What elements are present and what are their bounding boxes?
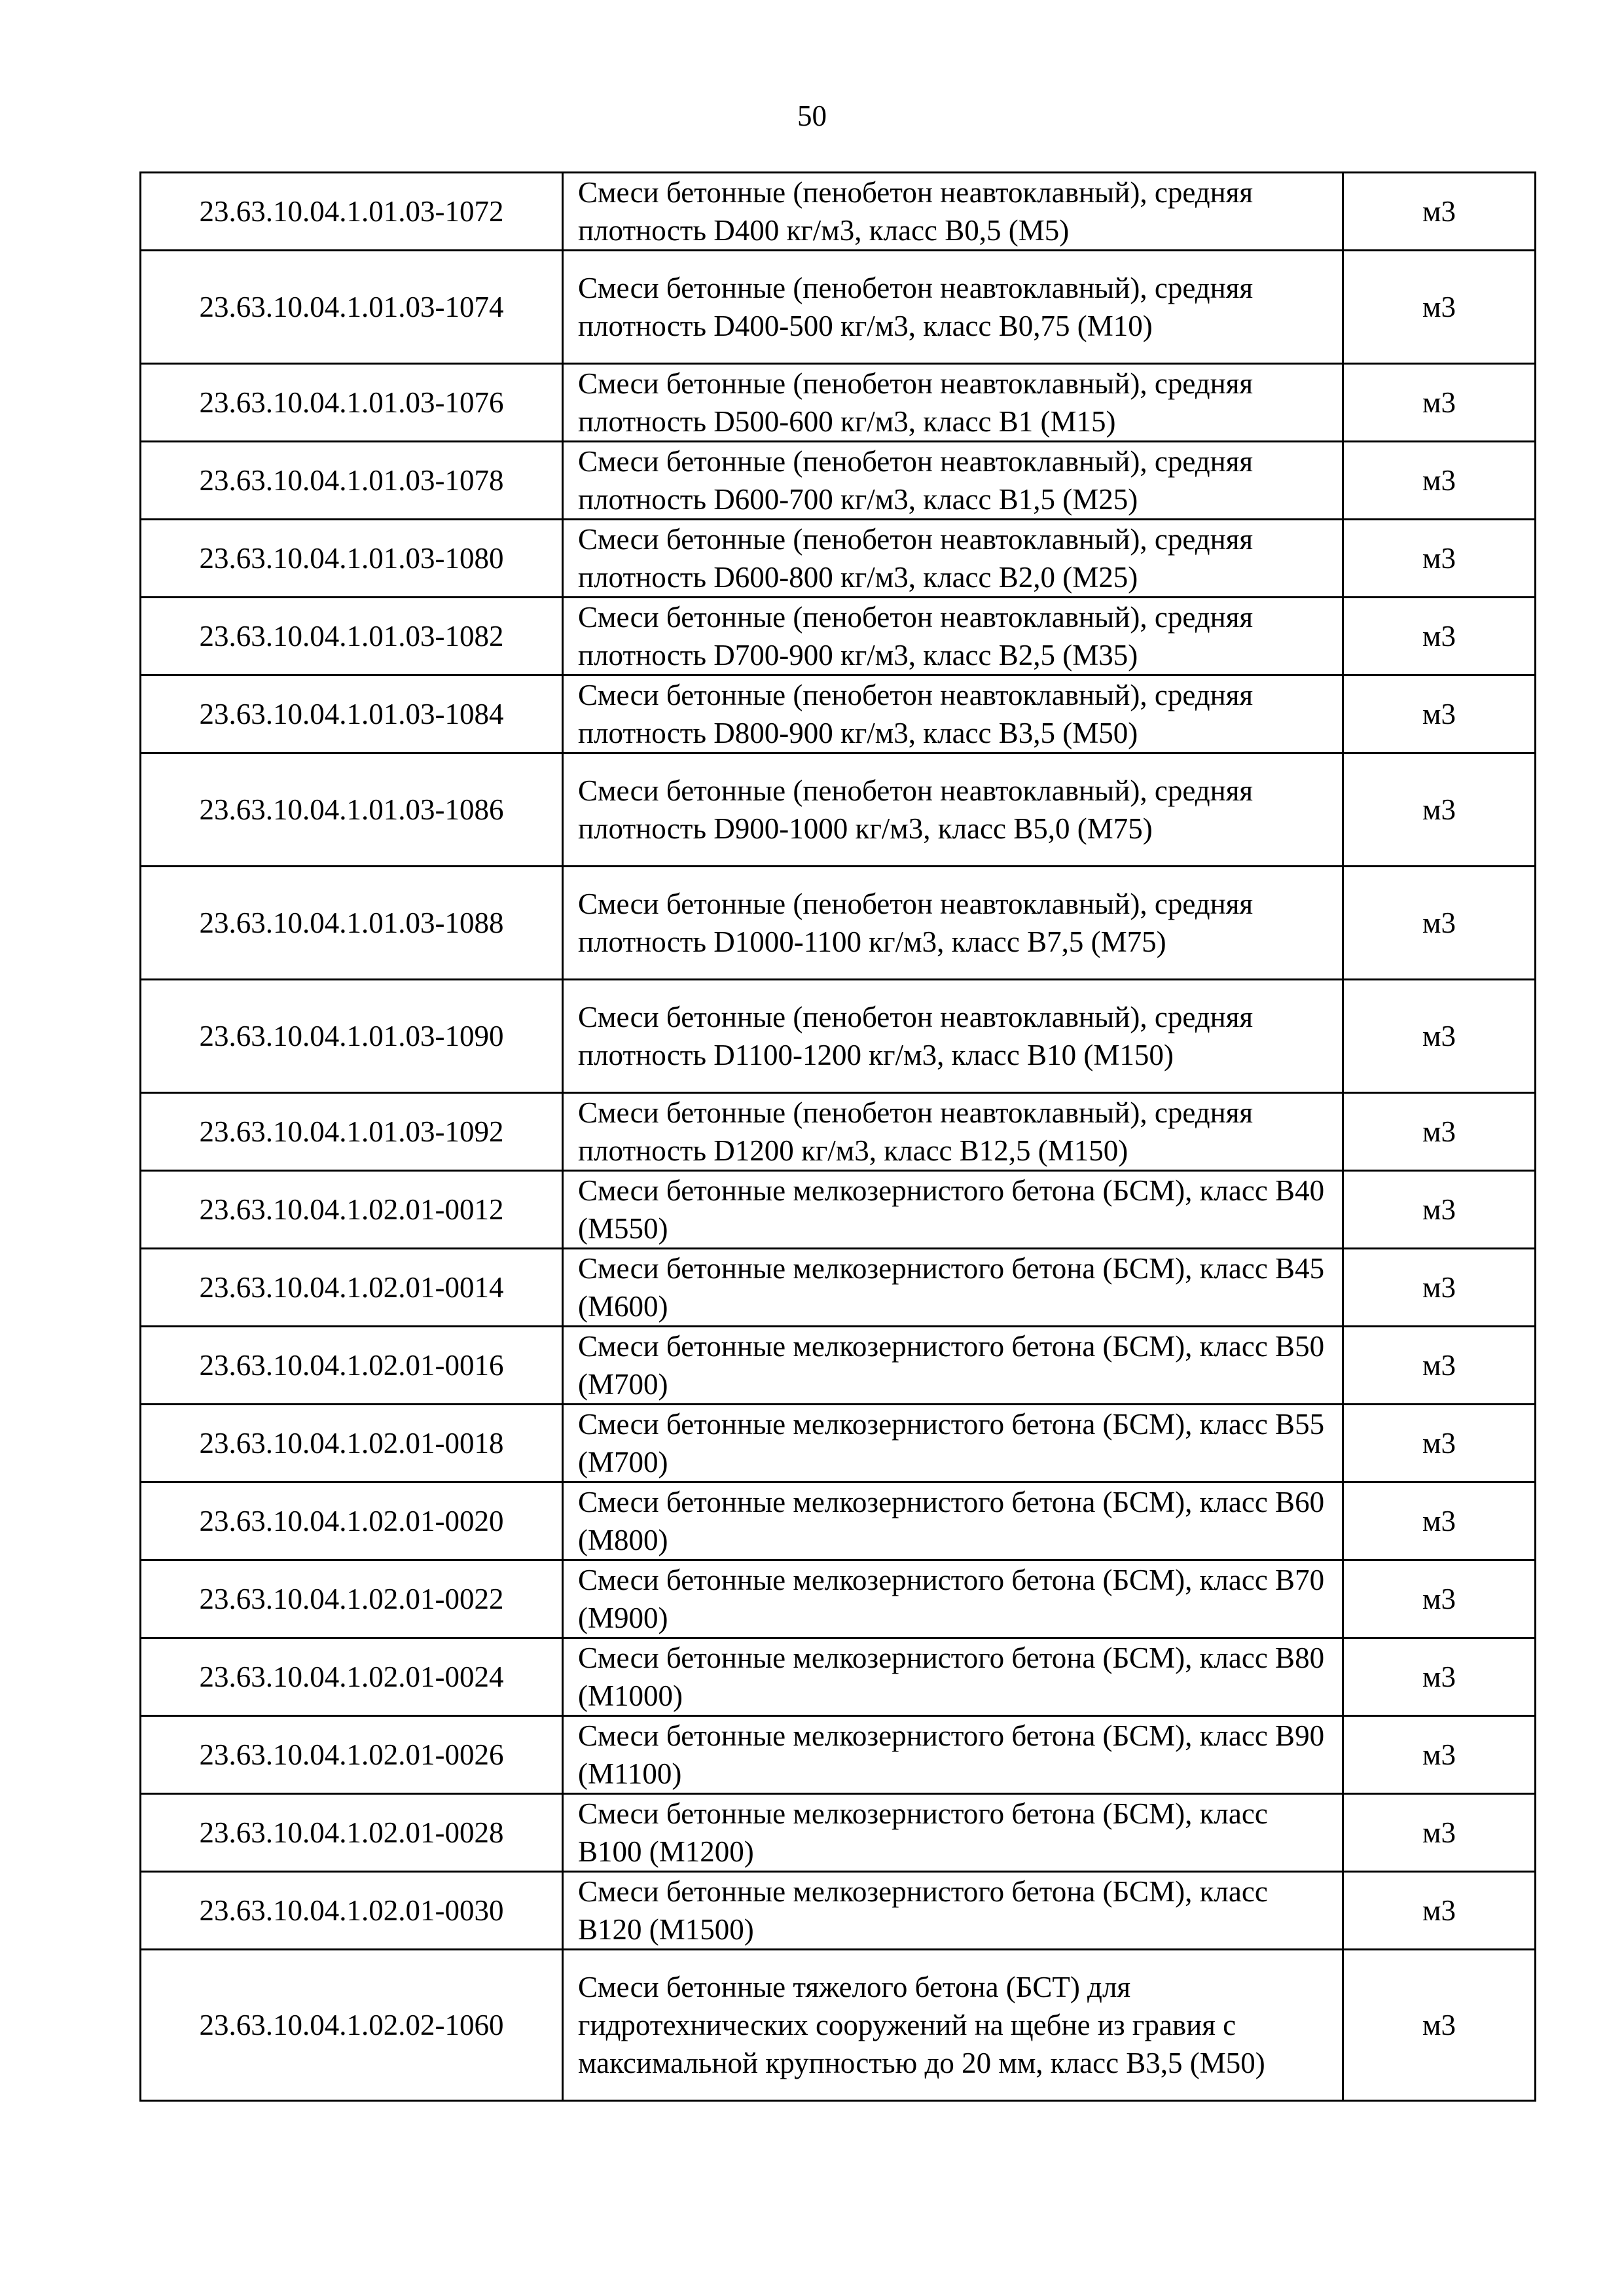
- item-code: 23.63.10.04.1.01.03-1092: [141, 1093, 563, 1171]
- table-row: [141, 1093, 1536, 1171]
- table-row: [141, 1794, 1536, 1872]
- item-code: 23.63.10.04.1.02.01-0022: [141, 1560, 563, 1638]
- item-code: 23.63.10.04.1.01.03-1080: [141, 520, 563, 598]
- item-description: Смеси бетонные тяжелого бетона (БСТ) для гидротехнических сооружений на щебне из гравия с максимальной крупностью до 20 мм, класс В3,5 (М50): [563, 1950, 1343, 2101]
- item-code: 23.63.10.04.1.01.03-1072: [141, 173, 563, 251]
- table-row: [141, 1482, 1536, 1560]
- item-description: Смеси бетонные мелкозернистого бетона (БСМ), класс В45 (М600): [563, 1249, 1343, 1327]
- table-row: [141, 675, 1536, 753]
- table-row: [141, 1872, 1536, 1950]
- table-row: [141, 867, 1536, 980]
- item-description: Смеси бетонные (пенобетон неавтоклавный), средняя плотность D400 кг/м3, класс В0,5 (М5): [563, 173, 1343, 251]
- item-description: Смеси бетонные (пенобетон неавтоклавный), средняя плотность D900-1000 кг/м3, класс В5,0 (М75): [563, 753, 1343, 867]
- item-unit: м3: [1343, 1405, 1536, 1482]
- table-row: [141, 1327, 1536, 1405]
- item-unit: м3: [1343, 442, 1536, 520]
- item-code: 23.63.10.04.1.02.01-0026: [141, 1716, 563, 1794]
- item-code: 23.63.10.04.1.01.03-1082: [141, 598, 563, 675]
- item-code: 23.63.10.04.1.02.01-0020: [141, 1482, 563, 1560]
- item-description: Смеси бетонные (пенобетон неавтоклавный), средняя плотность D1100-1200 кг/м3, класс В10 (М150): [563, 980, 1343, 1093]
- item-code: 23.63.10.04.1.02.01-0014: [141, 1249, 563, 1327]
- table-row: [141, 1249, 1536, 1327]
- item-unit: м3: [1343, 1482, 1536, 1560]
- item-unit: м3: [1343, 1560, 1536, 1638]
- table-body: [141, 173, 1536, 2101]
- item-unit: м3: [1343, 1950, 1536, 2101]
- item-description: Смеси бетонные мелкозернистого бетона (БСМ), класс В55 (М700): [563, 1405, 1343, 1482]
- item-description: Смеси бетонные (пенобетон неавтоклавный), средняя плотность D400-500 кг/м3, класс В0,75 (М10): [563, 251, 1343, 364]
- item-unit: м3: [1343, 867, 1536, 980]
- item-unit: м3: [1343, 173, 1536, 251]
- item-description: Смеси бетонные (пенобетон неавтоклавный), средняя плотность D700-900 кг/м3, класс В2,5 (М35): [563, 598, 1343, 675]
- item-description: Смеси бетонные мелкозернистого бетона (БСМ), класс В60 (М800): [563, 1482, 1343, 1560]
- item-description: Смеси бетонные мелкозернистого бетона (БСМ), класс В70 (М900): [563, 1560, 1343, 1638]
- item-description: Смеси бетонные мелкозернистого бетона (БСМ), класс В40 (М550): [563, 1171, 1343, 1249]
- item-description: Смеси бетонные мелкозернистого бетона (БСМ), класс В50 (М700): [563, 1327, 1343, 1405]
- table-row: [141, 1716, 1536, 1794]
- item-code: 23.63.10.04.1.01.03-1076: [141, 364, 563, 442]
- page-number: 50: [797, 99, 827, 132]
- table-row: [141, 753, 1536, 867]
- item-unit: м3: [1343, 1872, 1536, 1950]
- item-description: Смеси бетонные мелкозернистого бетона (БСМ), класс В80 (М1000): [563, 1638, 1343, 1716]
- table-row: [141, 520, 1536, 598]
- item-unit: м3: [1343, 251, 1536, 364]
- item-unit: м3: [1343, 1093, 1536, 1171]
- item-unit: м3: [1343, 1249, 1536, 1327]
- table-row: [141, 1638, 1536, 1716]
- item-unit: м3: [1343, 364, 1536, 442]
- item-description: Смеси бетонные мелкозернистого бетона (БСМ), класс В90 (М1100): [563, 1716, 1343, 1794]
- item-unit: м3: [1343, 1638, 1536, 1716]
- materials-table: [139, 171, 1536, 2102]
- item-unit: м3: [1343, 520, 1536, 598]
- item-unit: м3: [1343, 1794, 1536, 1872]
- item-description: Смеси бетонные (пенобетон неавтоклавный), средняя плотность D800-900 кг/м3, класс В3,5 (М50): [563, 675, 1343, 753]
- item-unit: м3: [1343, 1716, 1536, 1794]
- item-code: 23.63.10.04.1.02.01-0030: [141, 1872, 563, 1950]
- item-code: 23.63.10.04.1.01.03-1078: [141, 442, 563, 520]
- item-code: 23.63.10.04.1.01.03-1084: [141, 675, 563, 753]
- table-row: [141, 251, 1536, 364]
- item-description: Смеси бетонные (пенобетон неавтоклавный), средняя плотность D500-600 кг/м3, класс В1 (М15): [563, 364, 1343, 442]
- item-code: 23.63.10.04.1.02.01-0016: [141, 1327, 563, 1405]
- item-description: Смеси бетонные (пенобетон неавтоклавный), средняя плотность D1000-1100 кг/м3, класс В7,5 (М75): [563, 867, 1343, 980]
- item-code: 23.63.10.04.1.01.03-1086: [141, 753, 563, 867]
- item-unit: м3: [1343, 675, 1536, 753]
- table-row: [141, 1950, 1536, 2101]
- item-code: 23.63.10.04.1.02.01-0012: [141, 1171, 563, 1249]
- item-code: 23.63.10.04.1.02.02-1060: [141, 1950, 563, 2101]
- table-row: [141, 442, 1536, 520]
- item-description: Смеси бетонные (пенобетон неавтоклавный), средняя плотность D1200 кг/м3, класс В12,5 (М150): [563, 1093, 1343, 1171]
- item-code: 23.63.10.04.1.02.01-0018: [141, 1405, 563, 1482]
- item-description: Смеси бетонные (пенобетон неавтоклавный), средняя плотность D600-800 кг/м3, класс В2,0 (М25): [563, 520, 1343, 598]
- item-unit: м3: [1343, 753, 1536, 867]
- item-code: 23.63.10.04.1.01.03-1090: [141, 980, 563, 1093]
- item-code: 23.63.10.04.1.02.01-0024: [141, 1638, 563, 1716]
- item-unit: м3: [1343, 980, 1536, 1093]
- item-description: Смеси бетонные мелкозернистого бетона (БСМ), класс В100 (М1200): [563, 1794, 1343, 1872]
- table-row: [141, 1171, 1536, 1249]
- item-unit: м3: [1343, 598, 1536, 675]
- item-unit: м3: [1343, 1327, 1536, 1405]
- table-row: [141, 364, 1536, 442]
- item-code: 23.63.10.04.1.02.01-0028: [141, 1794, 563, 1872]
- table-row: [141, 598, 1536, 675]
- table-row: [141, 173, 1536, 251]
- table-row: [141, 1560, 1536, 1638]
- item-description: Смеси бетонные (пенобетон неавтоклавный), средняя плотность D600-700 кг/м3, класс В1,5 (М25): [563, 442, 1343, 520]
- item-unit: м3: [1343, 1171, 1536, 1249]
- item-code: 23.63.10.04.1.01.03-1088: [141, 867, 563, 980]
- item-code: 23.63.10.04.1.01.03-1074: [141, 251, 563, 364]
- table-row: [141, 980, 1536, 1093]
- item-description: Смеси бетонные мелкозернистого бетона (БСМ), класс В120 (М1500): [563, 1872, 1343, 1950]
- table-row: [141, 1405, 1536, 1482]
